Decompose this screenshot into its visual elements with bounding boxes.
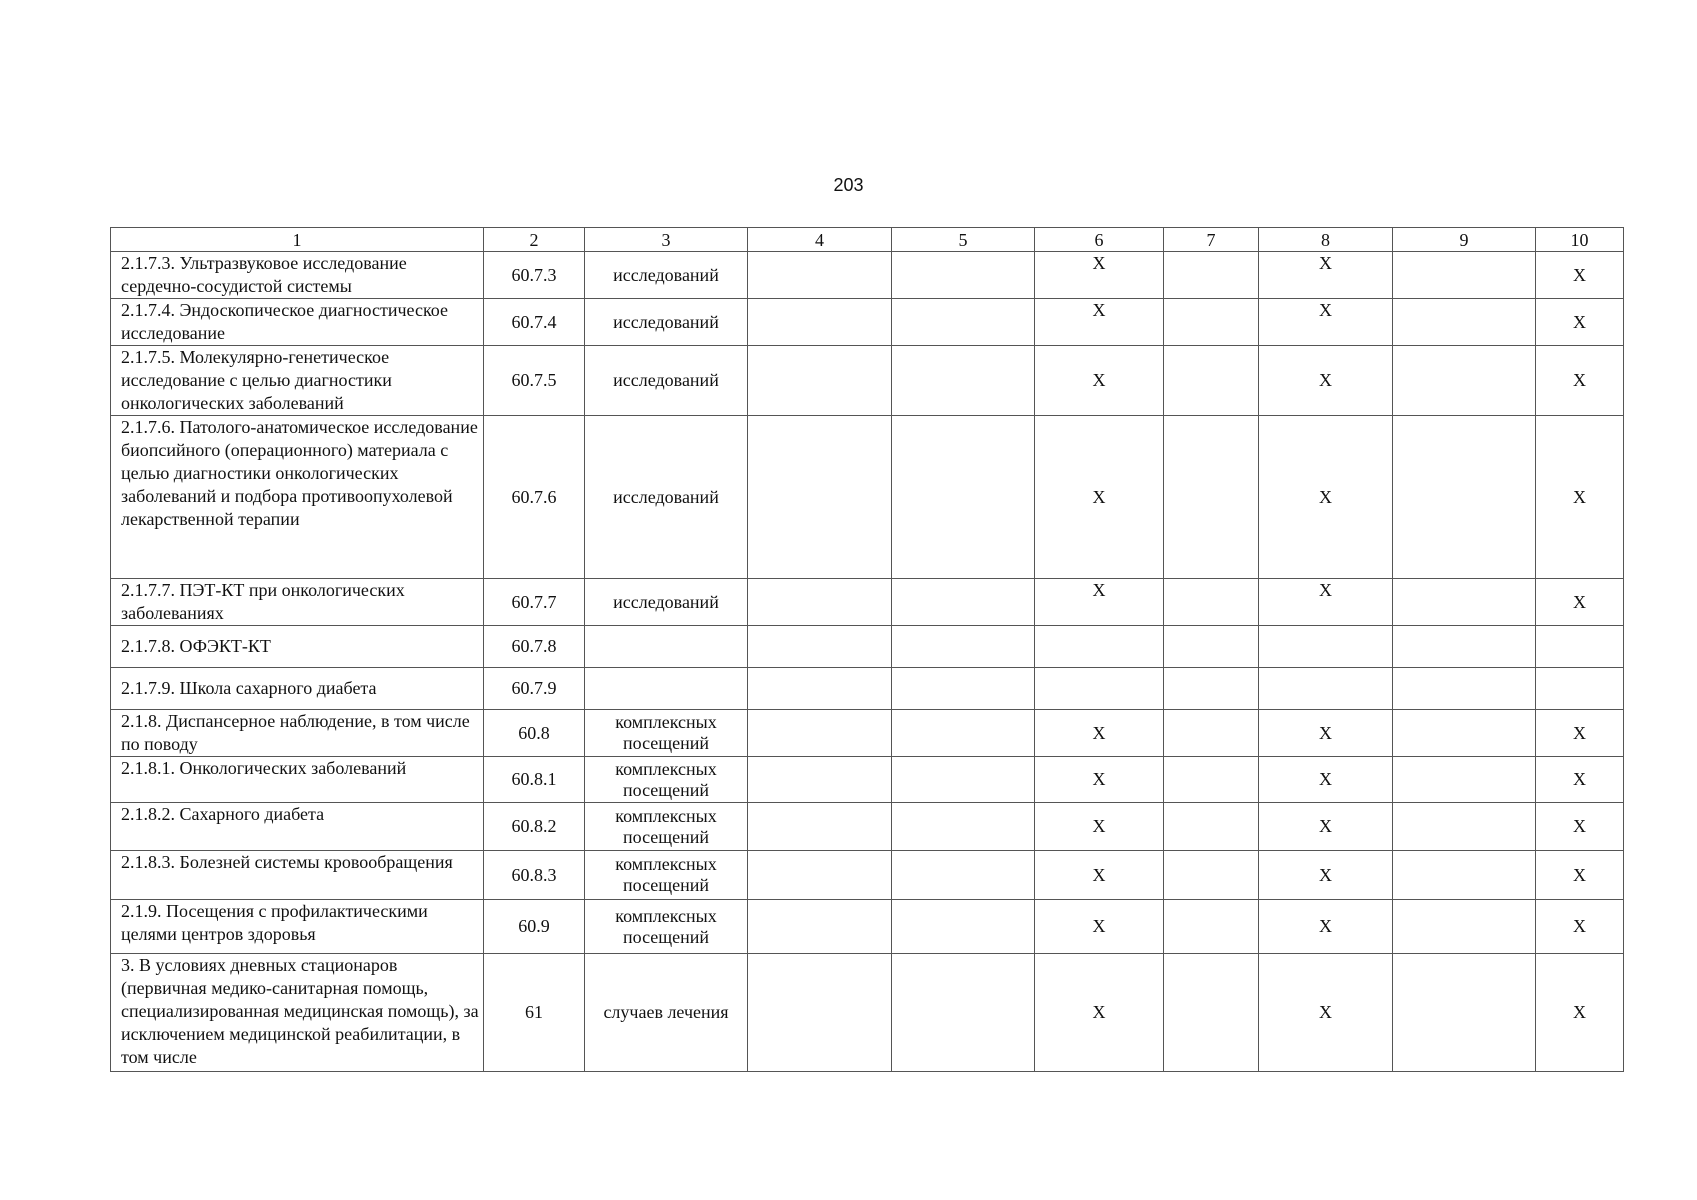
row-name-cell: 2.1.8.2. Сахарного диабета [111,803,484,851]
cell-col5 [892,416,1035,579]
cell-col6: X [1035,252,1164,299]
row-code-cell: 60.7.7 [484,579,585,626]
cell-col4 [748,252,892,299]
row-code-cell: 60.8.2 [484,803,585,851]
cell-col6: X [1035,710,1164,757]
cell-col5 [892,346,1035,416]
cell-col6: X [1035,299,1164,346]
cell-col8 [1259,668,1393,710]
cell-col10: X [1536,579,1624,626]
table-row [111,710,1624,757]
cell-col6: X [1035,346,1164,416]
cell-col6: X [1035,900,1164,954]
cell-col8: X [1259,954,1393,1072]
cell-col10: X [1536,757,1624,803]
cell-col4 [748,626,892,668]
cell-col4 [748,900,892,954]
cell-col7 [1164,900,1259,954]
cell-col4 [748,954,892,1072]
cell-col6: X [1035,803,1164,851]
cell-col10: X [1536,851,1624,900]
row-unit-cell: комплексных посещений [585,900,748,954]
row-code-cell: 60.7.9 [484,668,585,710]
cell-col7 [1164,252,1259,299]
row-code-cell: 60.8.3 [484,851,585,900]
column-header-1: 1 [111,228,484,252]
row-unit-cell: комплексных посещений [585,851,748,900]
cell-col8 [1259,626,1393,668]
cell-col5 [892,710,1035,757]
cell-col4 [748,710,892,757]
row-name-cell: 3. В условиях дневных стационаров (первичная медико-санитарная помощь, специализированная медицинская помощь), за исключением медицинской реабилитации, в том числе [111,954,484,1072]
cell-col4 [748,346,892,416]
table-row [111,579,1624,626]
cell-col9 [1393,299,1536,346]
row-name-cell: 2.1.8.1. Онкологических заболеваний [111,757,484,803]
page-number: 203 [833,175,864,195]
cell-col5 [892,299,1035,346]
cell-col5 [892,900,1035,954]
cell-col5 [892,579,1035,626]
table-row [111,757,1624,803]
row-unit-cell: комплексных посещений [585,803,748,851]
row-code-cell: 60.8 [484,710,585,757]
row-unit-cell [585,626,748,668]
cell-col4 [748,416,892,579]
row-unit-cell: комплексных посещений [585,757,748,803]
cell-col7 [1164,626,1259,668]
cell-col5 [892,252,1035,299]
cell-col7 [1164,668,1259,710]
data-table [110,227,1624,1072]
cell-col5 [892,803,1035,851]
cell-col4 [748,803,892,851]
cell-col8: X [1259,579,1393,626]
row-unit-cell: исследований [585,579,748,626]
column-header-9: 9 [1393,228,1536,252]
row-unit-cell: исследований [585,299,748,346]
cell-col7 [1164,710,1259,757]
cell-col9 [1393,346,1536,416]
cell-col9 [1393,851,1536,900]
cell-col9 [1393,710,1536,757]
cell-col7 [1164,346,1259,416]
cell-col4 [748,668,892,710]
cell-col9 [1393,900,1536,954]
row-unit-cell: исследований [585,346,748,416]
cell-col9 [1393,416,1536,579]
row-code-cell: 60.7.4 [484,299,585,346]
row-code-cell: 60.7.6 [484,416,585,579]
cell-col8: X [1259,900,1393,954]
cell-col7 [1164,954,1259,1072]
cell-col10: X [1536,416,1624,579]
row-name-cell: 2.1.7.9. Школа сахарного диабета [111,668,484,710]
cell-col5 [892,626,1035,668]
cell-col10 [1536,626,1624,668]
column-header-5: 5 [892,228,1035,252]
table-row [111,416,1624,579]
cell-col8: X [1259,346,1393,416]
cell-col6: X [1035,954,1164,1072]
cell-col9 [1393,626,1536,668]
table-row [111,252,1624,299]
table-row [111,900,1624,954]
cell-col7 [1164,579,1259,626]
table-row [111,346,1624,416]
table-row [111,299,1624,346]
cell-col6: X [1035,416,1164,579]
cell-col5 [892,668,1035,710]
cell-col9 [1393,252,1536,299]
column-header-8: 8 [1259,228,1393,252]
cell-col8: X [1259,757,1393,803]
cell-col7 [1164,803,1259,851]
column-header-3: 3 [585,228,748,252]
cell-col6: X [1035,579,1164,626]
cell-col7 [1164,757,1259,803]
cell-col7 [1164,416,1259,579]
cell-col4 [748,851,892,900]
row-name-cell: 2.1.8. Диспансерное наблюдение, в том числе по поводу [111,710,484,757]
cell-col8: X [1259,299,1393,346]
cell-col5 [892,757,1035,803]
table-body [111,252,1624,1072]
row-code-cell: 61 [484,954,585,1072]
table-row [111,851,1624,900]
row-unit-cell: комплексных посещений [585,710,748,757]
row-code-cell: 60.7.8 [484,626,585,668]
row-unit-cell [585,668,748,710]
row-name-cell: 2.1.7.4. Эндоскопическое диагностическое исследование [111,299,484,346]
cell-col10: X [1536,710,1624,757]
cell-col7 [1164,851,1259,900]
row-unit-cell: случаев лечения [585,954,748,1072]
cell-col8: X [1259,710,1393,757]
row-code-cell: 60.9 [484,900,585,954]
row-name-cell: 2.1.7.3. Ультразвуковое исследование сердечно-сосудистой системы [111,252,484,299]
table-row [111,668,1624,710]
cell-col10 [1536,668,1624,710]
cell-col9 [1393,579,1536,626]
row-name-cell: 2.1.7.7. ПЭТ-КТ при онкологических заболеваниях [111,579,484,626]
cell-col6: X [1035,757,1164,803]
cell-col10: X [1536,803,1624,851]
cell-col10: X [1536,954,1624,1072]
cell-col8: X [1259,851,1393,900]
table-row [111,626,1624,668]
row-code-cell: 60.7.5 [484,346,585,416]
column-header-10: 10 [1536,228,1624,252]
column-header-4: 4 [748,228,892,252]
header-row [111,228,1624,252]
row-code-cell: 60.7.3 [484,252,585,299]
cell-col5 [892,851,1035,900]
row-name-cell: 2.1.7.6. Патолого-анатомическое исследование биопсийного (операционного) материала с целью диагностики онкологических заболеваний и подбора противоопухолевой лекарственной терапии [111,416,484,579]
row-name-cell: 2.1.7.8. ОФЭКТ-КТ [111,626,484,668]
cell-col6 [1035,626,1164,668]
row-name-cell: 2.1.7.5. Молекулярно-генетическое исследование с целью диагностики онкологических заболеваний [111,346,484,416]
row-unit-cell: исследований [585,252,748,299]
cell-col10: X [1536,299,1624,346]
cell-col9 [1393,668,1536,710]
cell-col4 [748,757,892,803]
cell-col7 [1164,299,1259,346]
cell-col6 [1035,668,1164,710]
cell-col8: X [1259,803,1393,851]
table-row [111,803,1624,851]
cell-col8: X [1259,416,1393,579]
cell-col10: X [1536,900,1624,954]
column-header-7: 7 [1164,228,1259,252]
column-header-6: 6 [1035,228,1164,252]
cell-col8: X [1259,252,1393,299]
cell-col6: X [1035,851,1164,900]
row-name-cell: 2.1.8.3. Болезней системы кровообращения [111,851,484,900]
cell-col10: X [1536,346,1624,416]
row-code-cell: 60.8.1 [484,757,585,803]
row-unit-cell: исследований [585,416,748,579]
cell-col9 [1393,757,1536,803]
cell-col9 [1393,803,1536,851]
table-row [111,954,1624,1072]
cell-col5 [892,954,1035,1072]
cell-col4 [748,579,892,626]
cell-col4 [748,299,892,346]
column-header-2: 2 [484,228,585,252]
cell-col10: X [1536,252,1624,299]
row-name-cell: 2.1.9. Посещения с профилактическими целями центров здоровья [111,900,484,954]
cell-col9 [1393,954,1536,1072]
